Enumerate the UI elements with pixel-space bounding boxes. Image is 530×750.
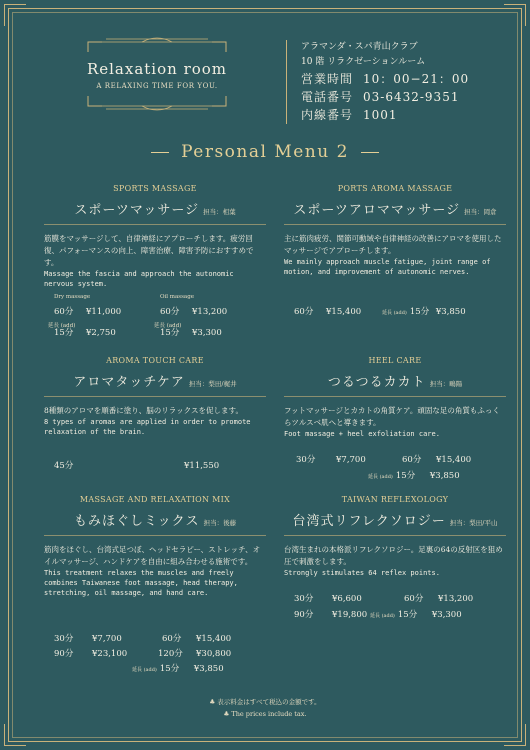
price: ¥11,550	[184, 461, 220, 471]
duration: 30分	[296, 455, 316, 465]
price-row	[294, 592, 362, 604]
section-title-en: AROMA TOUCH CARE	[106, 356, 204, 365]
duration: 15分	[397, 610, 418, 620]
price: ¥23,100	[92, 649, 128, 659]
price: ¥7,700	[92, 634, 122, 644]
service-name: つるつるカカト	[327, 375, 426, 390]
description-en: We mainly approach muscle fatigue, joint range of motion, and improvement of autonomic nerves.	[284, 258, 491, 276]
menu-title-text: Personal Menu 2	[181, 142, 349, 162]
phone-row	[301, 88, 516, 106]
section-title-en: PORTS AROMA MASSAGE	[337, 184, 453, 193]
price-row	[54, 459, 219, 471]
corner-ornament	[504, 724, 526, 746]
hours-value: 10：00−21：00	[363, 72, 470, 86]
oil-massage-label: Oil massage	[160, 294, 194, 300]
description-jp: フットマッサージとカカトの角質ケア。頑固な足の角質もふっくらツルスベ肌へと導きます。	[284, 406, 500, 427]
price: ¥3,850	[429, 471, 460, 481]
menu-title	[0, 142, 530, 162]
tax-note-en	[0, 710, 530, 718]
store-name: アラマンダ・スパ青山クラブ	[301, 42, 418, 52]
price: ¥7,700	[336, 455, 366, 465]
corner-ornament	[4, 4, 26, 26]
price-row	[160, 326, 222, 338]
price: ¥11,000	[86, 307, 122, 317]
duration: 60分	[162, 634, 182, 644]
section-title-en: HEEL CARE	[368, 356, 422, 365]
description-en: 8 types of aromas are applied in order to promote relaxation of the brain.	[44, 418, 251, 436]
section-aroma-touch-care	[44, 356, 266, 437]
section-title-en: SPORTS MASSAGE	[113, 184, 197, 193]
price-row	[404, 592, 473, 604]
price-row	[294, 608, 367, 620]
description-jp: 台湾生まれの本格派リフレクソロジー。足裏の64の反射区を狙め圧で刺激をします。	[284, 545, 503, 566]
price: ¥30,800	[196, 649, 232, 659]
price-row	[296, 453, 366, 465]
logo-title: Relaxation room	[86, 60, 228, 78]
staff-label: 担当：鴫陽	[429, 380, 463, 388]
description-jp: 筋肉をほぐし、台湾式足つぼ、ヘッドセラピー、ストレッチ、オイルマッサージ、ハンドケアを自由に組み合わせる施術です。	[44, 545, 261, 566]
dry-massage-label: Dry massage	[54, 294, 91, 300]
description-en: This treatment relaxes the muscles and freely combines Taiwanese foot massage, head therapy, stretching, oil massage, and hand care.	[44, 569, 238, 597]
staff-label: 担当：相葉	[203, 208, 236, 216]
phone-value: 03-6432-9351	[363, 90, 460, 104]
price-row	[382, 305, 466, 317]
price-row	[160, 305, 227, 317]
duration: 15分	[159, 664, 180, 674]
price: ¥13,200	[192, 307, 228, 317]
price: ¥15,400	[436, 455, 472, 465]
logo	[82, 36, 232, 112]
service-name: アロマタッチケア	[73, 375, 185, 390]
price-row	[294, 305, 361, 317]
tax-note-jp-text: 表示料金はすべて税込の金額です。	[217, 698, 321, 706]
duration: 30分	[294, 594, 314, 604]
flower-icon: ♣	[209, 698, 218, 706]
price: ¥6,600	[332, 594, 362, 604]
tax-note-jp	[0, 697, 530, 706]
price-row	[54, 305, 121, 317]
service-name: スポーツアロママッサージ	[293, 203, 461, 218]
extension-tag: 延長 (add)	[48, 323, 76, 329]
duration: 60分	[160, 307, 180, 317]
duration: 45分	[54, 461, 74, 471]
duration: 15分	[160, 328, 180, 338]
price-row	[368, 469, 460, 481]
extension-value: 1001	[363, 108, 398, 122]
hours-label: 営業時間	[301, 72, 354, 86]
section-ports-aroma-massage	[284, 184, 506, 277]
service-name: もみほぐしミックス	[73, 514, 200, 529]
staff-label: 担当：梨田/平山	[449, 519, 498, 527]
duration: 15分	[54, 328, 74, 338]
duration: 60分	[404, 594, 424, 604]
section-massage-relaxation-mix	[44, 495, 266, 598]
price: ¥15,400	[326, 307, 362, 317]
duration: 90分	[54, 649, 74, 659]
price: ¥15,400	[196, 634, 232, 644]
description-jp: 筋膜をマッサージして、自律神経にアプローチします。疲労回復、パフォーマンスの向上、障害治療、障害予防におすすめです。	[44, 234, 254, 267]
description-en: Strongly stimulates 64 reflex points.	[284, 569, 440, 577]
section-title-en: MASSAGE AND RELAXATION MIX	[79, 495, 231, 504]
price-row	[370, 608, 462, 620]
corner-ornament	[4, 724, 26, 746]
price-row	[402, 453, 471, 465]
extension-label: 内線番号	[301, 108, 354, 122]
extension-tag: 延長 (add)	[368, 474, 393, 480]
section-title-jp	[44, 510, 266, 536]
description-jp: 8種類のアロマを順番に塗り、脳のリラックスを促します。	[44, 406, 243, 415]
duration: 60分	[402, 455, 422, 465]
price-row	[54, 647, 127, 659]
price: ¥3,300	[192, 328, 222, 338]
section-title-jp	[284, 199, 506, 225]
duration: 60分	[294, 307, 314, 317]
extension-tag: 延長 (add)	[382, 310, 407, 316]
price: ¥3,300	[431, 610, 462, 620]
price-row	[162, 632, 231, 644]
section-title-jp	[284, 371, 506, 397]
duration: 120分	[158, 649, 183, 659]
price: ¥3,850	[435, 307, 466, 317]
description-en: Foot massage + heel exfoliation care.	[284, 430, 440, 438]
store-floor: 10 階 リラクゼーションルーム	[301, 57, 426, 67]
phone-label: 電話番号	[301, 90, 354, 104]
description-en: Massage the fascia and approach the autonomic nervous system.	[44, 270, 234, 288]
flower-icon: ♣	[223, 710, 232, 718]
service-name: 台湾式リフレクソロジー	[292, 514, 446, 529]
section-title-en: TAIWAN REFLEXOLOGY	[341, 495, 449, 504]
price: ¥19,800	[332, 610, 368, 620]
store-info	[286, 40, 516, 124]
logo-subtitle: A RELAXING TIME FOR YOU.	[96, 82, 218, 90]
staff-label: 担当：後藤	[203, 519, 237, 527]
price: ¥3,850	[193, 664, 224, 674]
ornament-top-icon	[82, 36, 232, 54]
duration: 30分	[54, 634, 74, 644]
hours-row	[301, 70, 516, 88]
section-title-jp	[44, 199, 266, 225]
corner-ornament	[504, 4, 526, 26]
tax-note-en-text: The prices include tax.	[231, 710, 307, 718]
staff-label: 担当：梨田/梶井	[188, 380, 237, 388]
price-row	[158, 647, 231, 659]
extension-tag: 延長 (add)	[370, 613, 395, 619]
duration: 90分	[294, 610, 314, 620]
price-row	[54, 326, 116, 338]
price: ¥13,200	[438, 594, 474, 604]
staff-label: 担当：岡倉	[464, 208, 497, 216]
price-row	[54, 632, 122, 644]
duration: 15分	[409, 307, 430, 317]
price: ¥2,750	[86, 328, 116, 338]
extension-tag: 延長 (add)	[154, 323, 182, 329]
section-title-jp	[284, 510, 506, 536]
duration: 15分	[395, 471, 416, 481]
section-sports-massage	[44, 184, 266, 289]
section-taiwan-reflexology	[284, 495, 506, 578]
extension-tag: 延長 (add)	[132, 667, 157, 673]
price-row	[132, 662, 224, 674]
duration: 60分	[54, 307, 74, 317]
ornament-bottom-icon	[82, 94, 232, 112]
extension-row	[301, 106, 516, 124]
description-jp: 主に筋肉疲労、関節可動域や自律神経の改善にアロマを使用したマッサージでアプローチします。	[284, 234, 502, 255]
service-name: スポーツマッサージ	[74, 203, 200, 218]
section-heel-care	[284, 356, 506, 439]
section-title-jp	[44, 371, 266, 397]
